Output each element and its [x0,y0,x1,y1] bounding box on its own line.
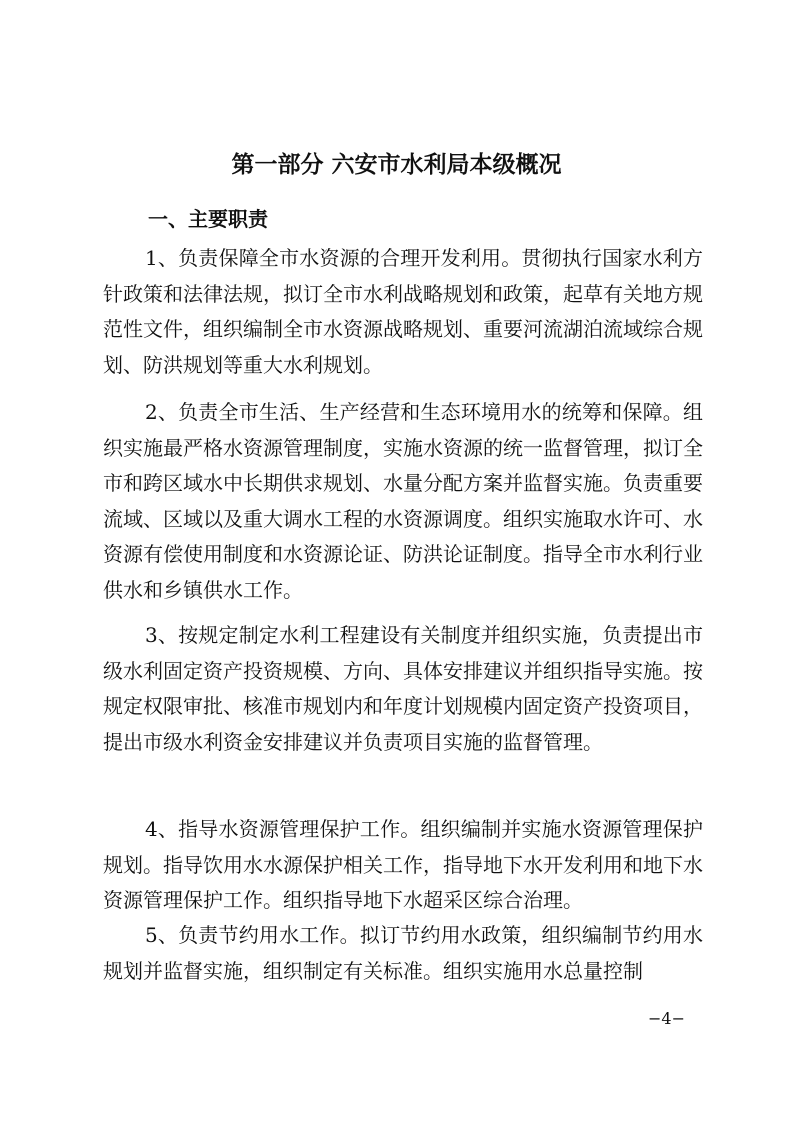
paragraph-5: 5、负责节约用水工作。拟订节约用水政策，组织编制节约用水规划并监督实施，组织制定有关标准。组织实施用水总量控制 [103,923,703,983]
paragraph-1: 1、负责保障全市水资源的合理开发利用。贯彻执行国家水利方针政策和法律法规，拟订全市水利战略规划和政策，起草有关地方规范性文件，组织编制全市水资源战略规划、重要河流湖泊流域综合规划、防洪规划等重大水利规划。 [103,246,703,377]
page-title: 第一部分 六安市水利局本级概况 [231,151,562,178]
paragraph-2: 2、负责全市生活、生产经营和生态环境用水的统筹和保障。组织实施最严格水资源管理制度，实施水资源的统一监督管理，拟订全市和跨区域水中长期供求规划、水量分配方案并监督实施。负责重要流域、区域以及重大调水工程的水资源调度。组织实施取水许可、水资源有偿使用制度和水资源论证、防洪论证制度。指导全市水利行业供水和乡镇供水工作。 [103,400,703,602]
paragraph-4: 4、指导水资源管理保护工作。组织编制并实施水资源管理保护规划。指导饮用水水源保护相关工作，指导地下水开发利用和地下水资源管理保护工作。组织指导地下水超采区综合治理。 [103,817,703,912]
paragraph-3: 3、按规定制定水利工程建设有关制度并组织实施，负责提出市级水利固定资产投资规模、方向、具体安排建议并组织指导实施。按规定权限审批、核准市规划内和年度计划规模内固定资产投资项目，提出市级水利资金安排建议并负责项目实施的监督管理。 [103,623,703,754]
page-number: −4− [648,1009,685,1028]
section-heading: 一、主要职责 [148,207,268,231]
